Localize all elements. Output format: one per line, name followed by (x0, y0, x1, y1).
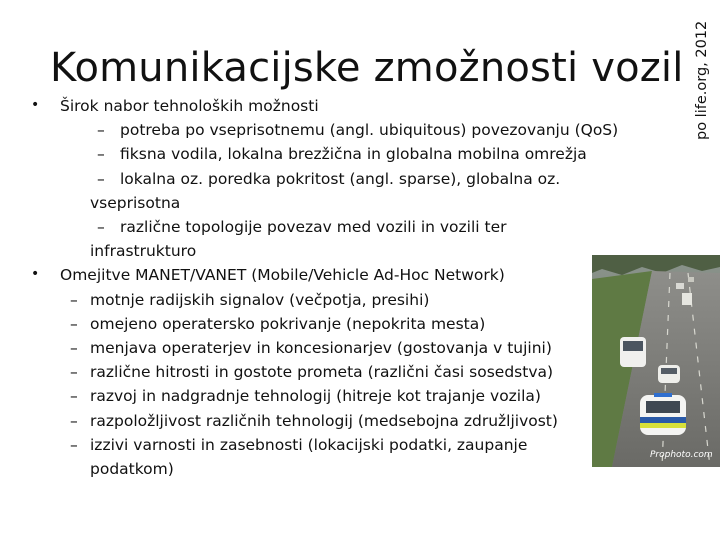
sub-bullet-text: lokalna oz. poredka pokritost (angl. sparse), globalna oz. (120, 169, 561, 188)
bullet-marker: • (31, 97, 40, 113)
sub-bullet-dash: – (97, 121, 105, 140)
sub-bullet-dash: – (97, 218, 105, 236)
photo-credit: Prophoto.com (650, 450, 713, 460)
bullet-marker: • (31, 266, 40, 283)
sub-bullet-text: motnje radijskih signalov (večpotja, presihi) (90, 290, 430, 309)
bullet-text: Širok nabor tehnoloških možnosti (60, 97, 319, 115)
bullet-text: Omejitve MANET/VANET (Mobile/Vehicle Ad-Hoc Network) (60, 266, 505, 285)
sub-bullet-text: izzivi varnosti in zasebnosti (lokacijski podatki, zaupanje (90, 435, 528, 454)
sub-bullet-dash: – (70, 435, 78, 454)
sub-bullet-dash: – (70, 411, 78, 430)
sub-bullet-text: različne hitrosti in gostote prometa (različni časi sosedstva) (90, 363, 554, 382)
sub-bullet-dash: – (97, 145, 105, 164)
sub-bullet-dash: – (97, 169, 105, 188)
sub-bullet-text: razvoj in nadgradnje tehnologij (hitreje kot trajanje vozila) (90, 387, 541, 406)
sub-bullet-dash: – (70, 387, 78, 406)
sub-bullet-dash: – (70, 290, 78, 309)
highway-photo (592, 255, 720, 467)
sub-bullet-text-continued: infrastrukturo (90, 242, 197, 261)
sub-bullet-dash: – (70, 363, 78, 382)
sub-bullet-text: menjava operaterjev in koncesionarjev (gostovanja v tujini) (90, 339, 552, 357)
sub-bullet-text-continued: podatkom) (90, 460, 174, 478)
sub-bullet-dash: – (70, 339, 78, 357)
sub-bullet-text: potreba po vseprisotnemu (angl. ubiquitous) povezovanju (QoS) (120, 121, 619, 140)
sub-bullet-text: fiksna vodila, lokalna brezžična in globalna mobilna omrežja (120, 145, 587, 164)
source-note: po life.org, 2012 (694, 20, 710, 140)
sub-bullet-text: različne topologije povezav med vozili in vozili ter (120, 218, 507, 236)
slide-title: Komunikacijske zmožnosti vozil (50, 45, 684, 91)
sub-bullet-text: omejeno operatersko pokrivanje (nepokrita mesta) (90, 314, 486, 333)
sub-bullet-dash: – (70, 314, 78, 333)
sub-bullet-text-continued: vseprisotna (90, 193, 181, 212)
sub-bullet-text: razpoložljivost različnih tehnologij (medsebojna združljivost) (90, 411, 558, 430)
